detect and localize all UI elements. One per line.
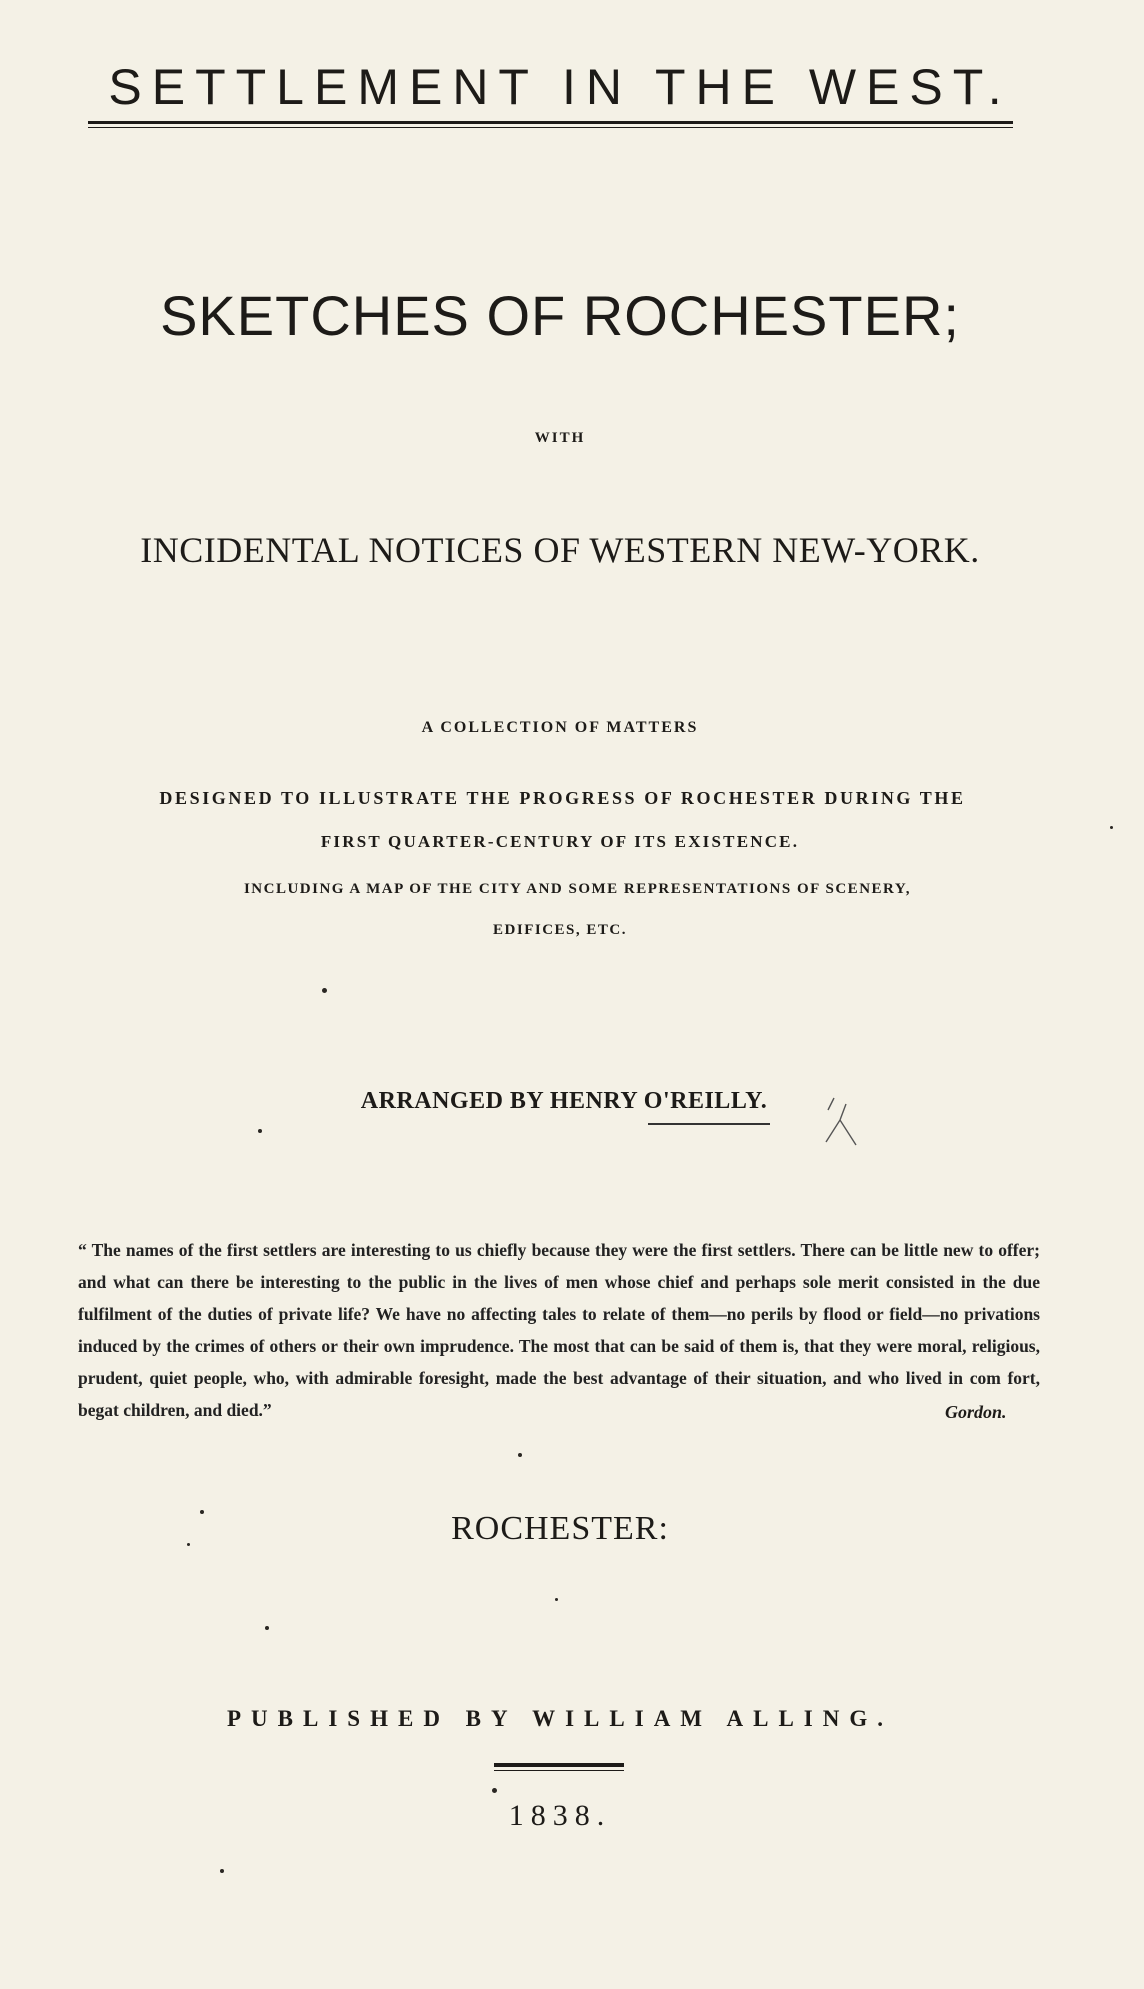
main-title: SKETCHES OF ROCHESTER;	[160, 284, 960, 347]
paper-speck	[200, 1510, 204, 1514]
paper-speck	[322, 988, 327, 993]
paper-speck	[492, 1788, 497, 1793]
paper-speck	[265, 1626, 269, 1630]
handwritten-mark-icon	[820, 1090, 870, 1150]
paper-speck	[258, 1129, 262, 1133]
description-line-2: DESIGNED TO ILLUSTRATE THE PROGRESS OF ROCHESTER DURING THE	[159, 788, 966, 808]
paper-speck	[555, 1598, 558, 1601]
top-rule-thick	[88, 121, 1013, 124]
top-rule-thin	[88, 127, 1013, 128]
imprint-publisher: PUBLISHED BY WILLIAM ALLING.	[227, 1706, 893, 1731]
subtitle: INCIDENTAL NOTICES OF WESTERN NEW-YORK.	[140, 530, 980, 570]
epigraph-attribution: Gordon.	[945, 1402, 1007, 1422]
imprint-place: ROCHESTER:	[451, 1510, 669, 1547]
paper-speck	[1110, 826, 1113, 829]
paper-speck	[518, 1453, 522, 1457]
series-title: SETTLEMENT IN THE WEST.	[108, 59, 1012, 115]
imprint-rule-thin	[494, 1770, 624, 1771]
description-line-1: A COLLECTION OF MATTERS	[421, 719, 699, 736]
paper-speck	[187, 1543, 190, 1546]
with-connector: WITH	[534, 430, 586, 446]
arranged-rule	[648, 1123, 770, 1125]
description-line-5: EDIFICES, ETC.	[493, 922, 627, 938]
imprint-year: 1838.	[508, 1799, 612, 1832]
description-line-3: FIRST QUARTER-CENTURY OF ITS EXISTENCE.	[320, 832, 800, 851]
arranged-by: ARRANGED BY HENRY O'REILLY.	[360, 1088, 768, 1114]
imprint-rule-thick	[494, 1763, 624, 1767]
description-line-4: INCLUDING A MAP OF THE CITY AND SOME REPRESENTATIONS OF SCENERY,	[243, 881, 912, 897]
paper-speck	[220, 1869, 224, 1873]
epigraph	[78, 1234, 1040, 1426]
epigraph-text: “ The names of the first settlers are interesting to us chiefly because they were the first settlers. There can be little new to offer; and what can there be interesting to the public in the lives of men whose chief and perhaps sole merit consisted in the due fulfilment of the duties of private life? We have no affecting tales to relate of them—no perils by flood or field—no privations induced by the crimes of others or their own imprudence. The most that can be said of them is, that they were moral, religious, prudent, quiet people, who, with admirable foresight, made the best advantage of their situation, and who lived in com fort, begat children, and died.”	[78, 1240, 1040, 1420]
